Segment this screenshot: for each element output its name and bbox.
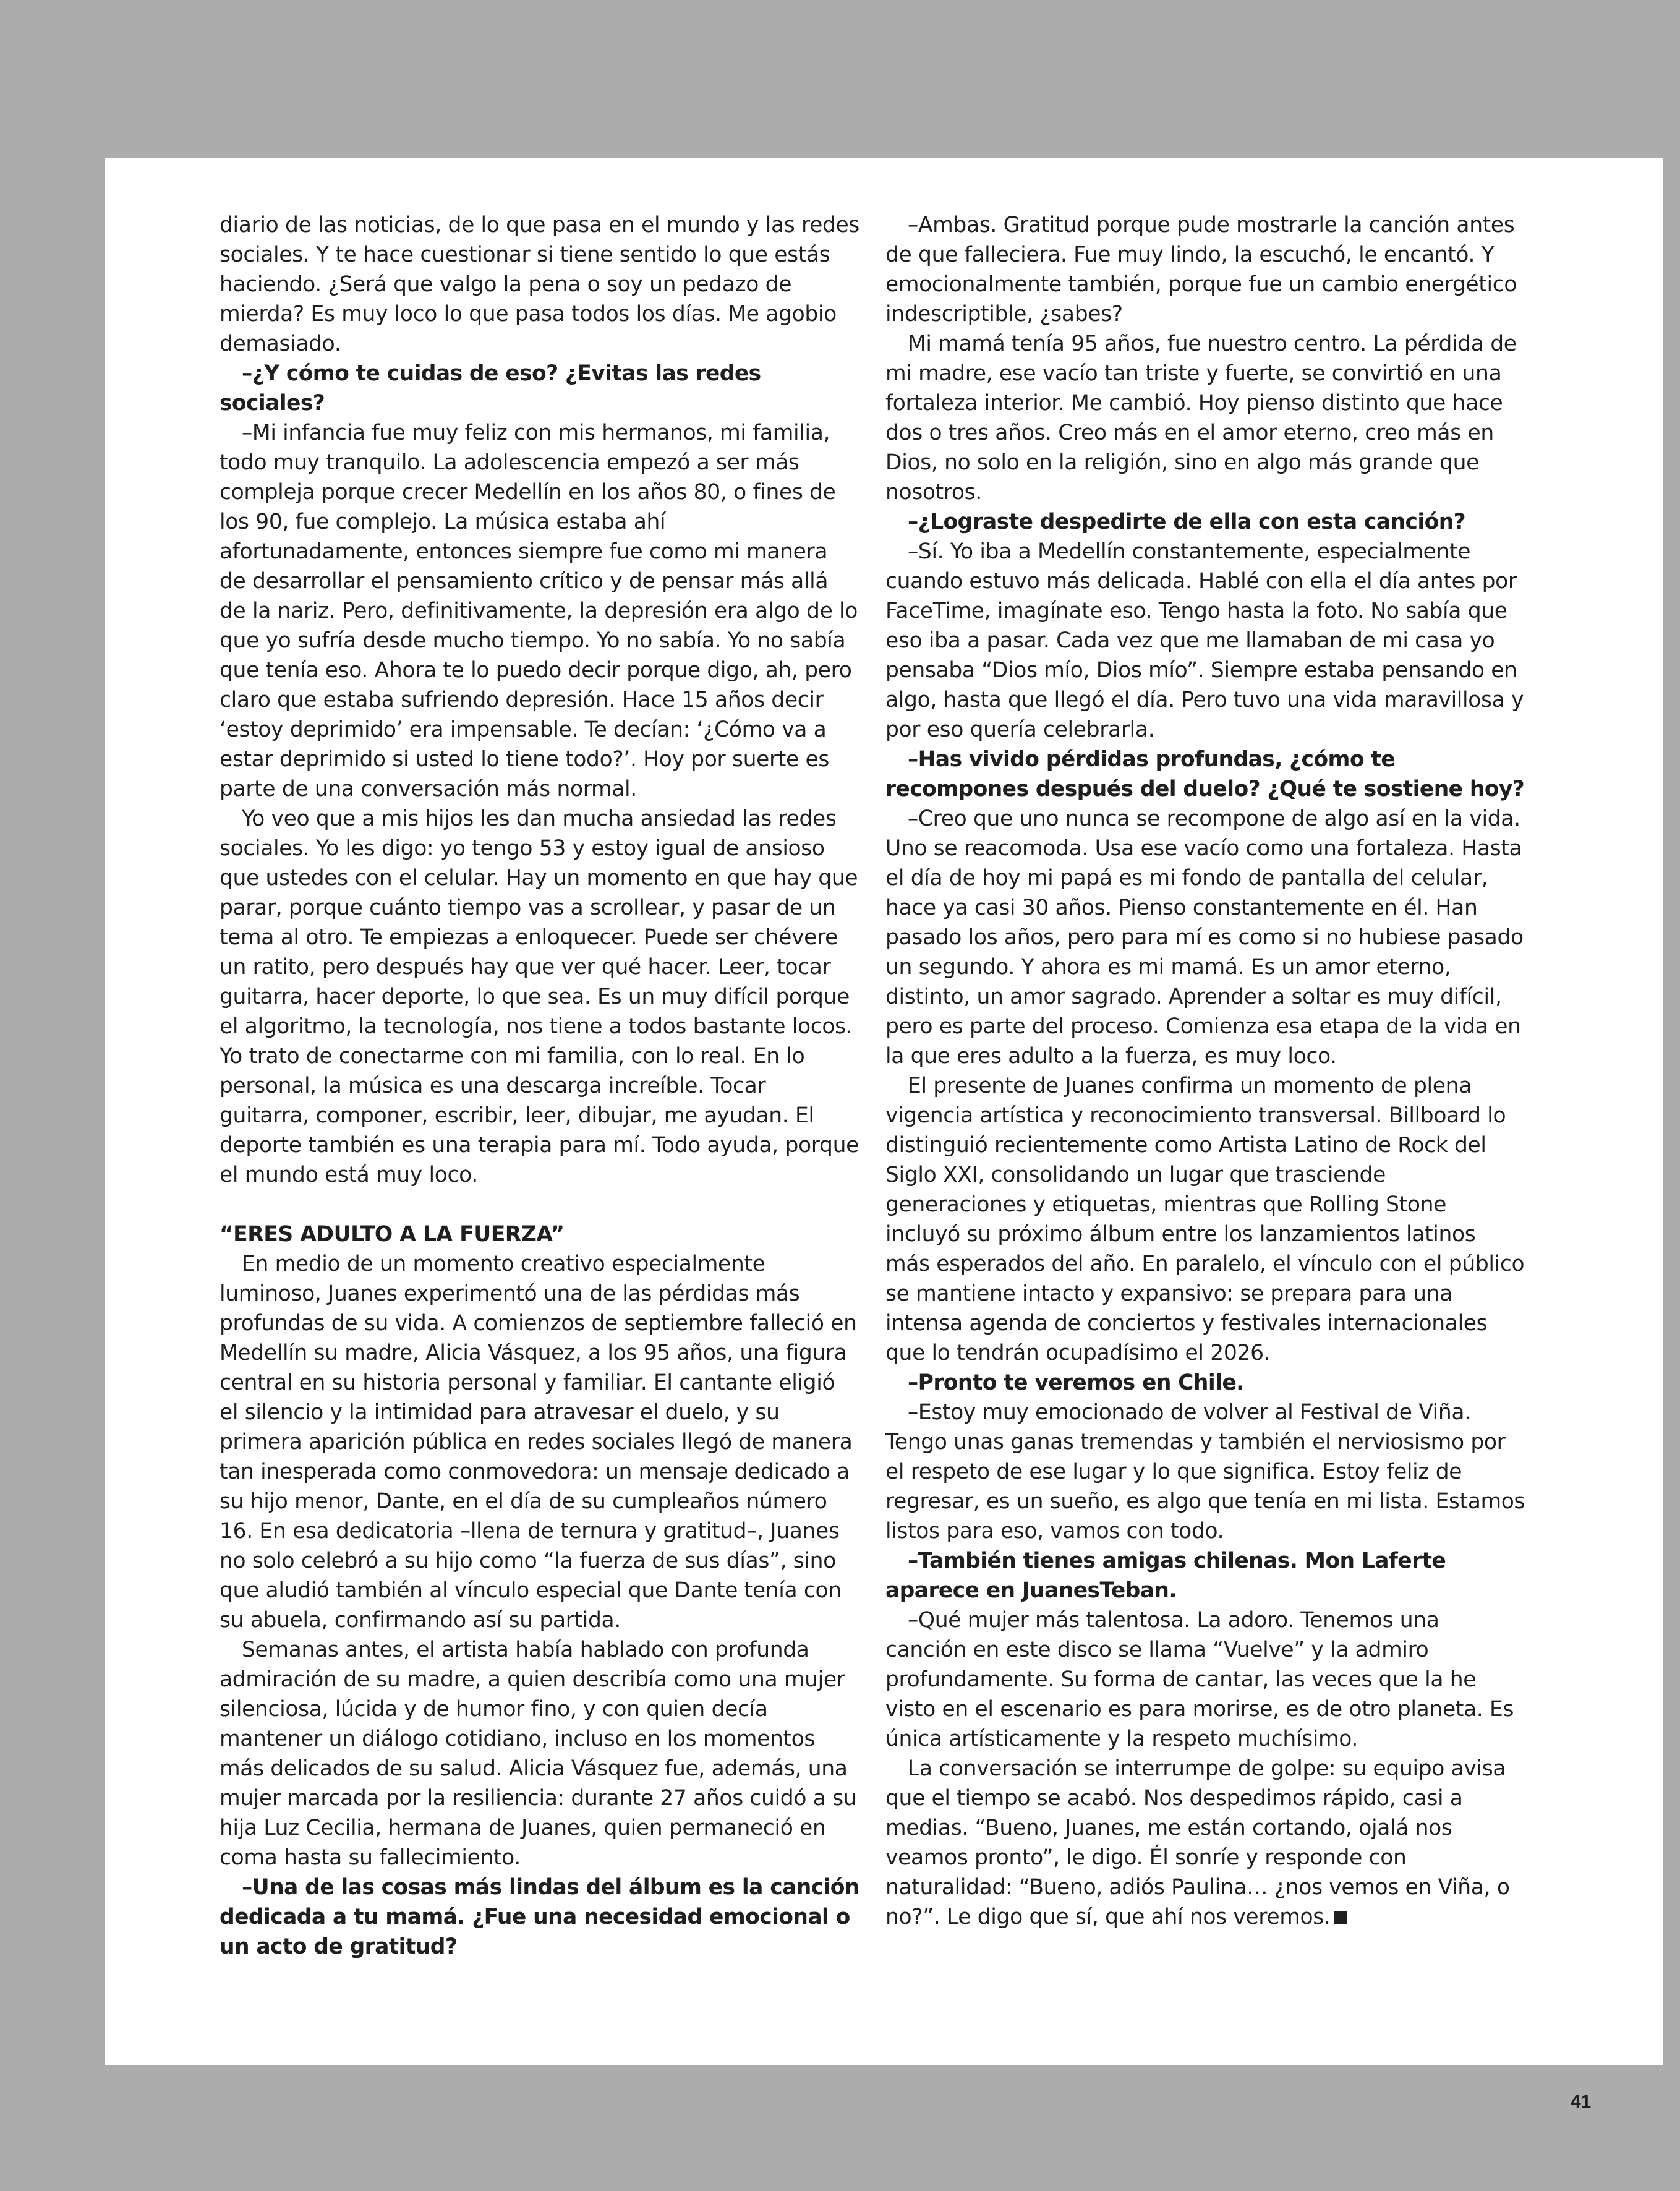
magazine-page: [105, 158, 1663, 2065]
left-column: [220, 210, 859, 1962]
end-square-icon: [1334, 1911, 1347, 1924]
paragraph: Yo veo que a mis hijos les dan mucha ansiedad las redes sociales. Yo les digo: yo tengo 53 y estoy igual de ansioso que ustedes con el celular. Hay un momento en que hay que parar, porque cuánto tiempo vas a scrollear, y pasar de un tema al otro. Te empiezas a enloquecer. Puede ser chévere un ratito, pero después hay que ver qué hacer. Leer, tocar guitarra, hacer deporte, lo que sea. Es un muy difícil porque el algoritmo, la tecnología, nos tiene a todos bastante locos. Yo trato de conectarme con mi familia, con lo real. En lo personal, la música es una descarga increíble. Tocar guitarra, componer, escribir, leer, dibujar, me ayudan. El deporte también es una terapia para mí. Todo ayuda, porque el mundo está muy loco.: [220, 806, 859, 1187]
closing-paragraph: [885, 1754, 1525, 1932]
interview-question: –Pronto te veremos en Chile.: [908, 1370, 1244, 1395]
closing-text: La conversación se interrumpe de golpe: su equipo avisa que el tiempo se acabó. Nos despedimos rápido, casi a medias. “Bueno, Juanes, me están cortando, ojalá nos veamos pronto”, le digo. Él sonríe y responde con naturalidad: “Bueno, adiós Paulina… ¿nos vemos en Viña, o no?”. Le digo que sí, que ahí nos veremos.: [885, 1756, 1510, 1929]
paragraph: En medio de un momento creativo especialmente luminoso, Juanes experimentó una de las pérdidas más profundas de su vida. A comienzos de septiembre falleció en Medellín su madre, Alicia Vásquez, a los 95 años, una figura central en su historia personal y familiar. El cantante eligió el silencio y la intimidad para atravesar el duelo, y su primera aparición pública en redes sociales llegó de manera tan inesperada como conmovedora: un mensaje dedicado a su hijo menor, Dante, en el día de su cumpleaños número 16. En esa dedicatoria –llena de ternura y gratitud–, Juanes no solo celebró a su hijo como “la fuerza de sus días”, sino que aludió también al vínculo especial que Dante tenía con su abuela, confirmando así su partida.: [220, 1252, 857, 1633]
page-number: 41: [1571, 2091, 1592, 2112]
paragraph: Mi mamá tenía 95 años, fue nuestro centro. La pérdida de mi madre, ese vacío tan triste y fuerte, se convirtió en una fortaleza interior. Me cambió. Hoy pienso distinto que hace dos o tres años. Creo más en el amor eterno, creo más en Dios, no solo en la religión, sino en algo más grande que nosotros.: [885, 331, 1517, 505]
interview-question: –¿Lograste despedirte de ella con esta canción?: [908, 510, 1466, 534]
paragraph: –Mi infancia fue muy feliz con mis hermanos, mi familia, todo muy tranquilo. La adolescencia empezó a ser más compleja porque crecer Medellín en los años 80, o fines de los 90, fue complejo. La música estaba ahí afortunadamente, entonces siempre fue como mi manera de desarrollar el pensamiento crítico y de pensar más allá de la nariz. Pero, definitivamente, la depresión era algo de lo que yo sufría desde mucho tiempo. Yo no sabía. Yo no sabía que tenía eso. Ahora te lo puedo decir porque digo, ah, pero claro que estaba sufriendo depresión. Hace 15 años decir ‘estoy deprimido’ era impensable. Te decían: ‘¿Cómo va a estar deprimido si usted lo tiene todo?’. Hoy por suerte es parte de una conversación más normal.: [220, 421, 858, 801]
paragraph: Semanas antes, el artista había hablado con profunda admiración de su madre, a quien describía como una mujer silenciosa, lúcida y de humor fino, y con quien decía mantener un diálogo cotidiano, incluso en los momentos más delicados de su salud. Alicia Vásquez fue, además, una mujer marcada por la resiliencia: durante 27 años cuidó a su hija Luz Cecilia, hermana de Juanes, quien permaneció en coma hasta su fallecimiento.: [220, 1638, 857, 1870]
interview-question: –Has vivido pérdidas profundas, ¿cómo te recompones después del duelo? ¿Qué te sostiene hoy?: [885, 747, 1525, 801]
paragraph: –Creo que uno nunca se recompone de algo así en la vida. Uno se reacomoda. Usa ese vacío como una fortaleza. Hasta el día de hoy mi papá es mi fondo de pantalla del celular, hace ya casi 30 años. Pienso constantemente en él. Han pasado los años, pero para mí es como si no hubiese pasado un segundo. Y ahora es mi mamá. Es un amor eterno, distinto, un amor sagrado. Aprender a soltar es muy difícil, pero es parte del proceso. Comienza esa etapa de la vida en la que eres adulto a la fuerza, es muy loco.: [885, 806, 1524, 1069]
section-heading: “ERES ADULTO A LA FUERZA”: [220, 1222, 565, 1247]
interview-question: –¿Y cómo te cuidas de eso? ¿Evitas las redes sociales?: [220, 361, 761, 416]
paragraph: El presente de Juanes confirma un momento de plena vigencia artística y reconocimiento transversal. Billboard lo distinguió recientemente como Artista Latino de Rock del Siglo XXI, consolidando un lugar que trasciende generaciones y etiquetas, mientras que Rolling Stone incluyó su próximo álbum entre los lanzamientos latinos más esperados del año. En paralelo, el vínculo con el público se mantiene intacto y expansivo: se prepara para una intensa agenda de conciertos y festivales internacionales que lo tendrán ocupadísimo el 2026.: [885, 1074, 1525, 1365]
interview-question: –También tienes amigas chilenas. Mon Laferte aparece en JuanesTeban.: [885, 1548, 1446, 1603]
paragraph: –Ambas. Gratitud porque pude mostrarle la canción antes de que falleciera. Fue muy lindo, la escuchó, le encantó. Y emocionalmente también, porque fue un cambio energético indescriptible, ¿sabes?: [885, 213, 1517, 327]
paragraph: –Sí. Yo iba a Medellín constantemente, especialmente cuando estuvo más delicada. Hablé con ella el día antes por FaceTime, imagínate eso. Tengo hasta la foto. No sabía que eso iba a pasar. Cada vez que me llamaban de mi casa yo pensaba “Dios mío, Dios mío”. Siempre estaba pensando en algo, hasta que llegó el día. Pero tuvo una vida maravillosa y por eso quería celebrarla.: [885, 539, 1524, 742]
paragraph: diario de las noticias, de lo que pasa en el mundo y las redes sociales. Y te hace cuestionar si tiene sentido lo que estás haciendo. ¿Será que valgo la pena o soy un pedazo de mierda? Es muy loco lo que pasa todos los días. Me agobio demasiado.: [220, 213, 859, 356]
paragraph: –Estoy muy emocionado de volver al Festival de Viña. Tengo unas ganas tremendas y también el nerviosismo por el respeto de ese lugar y lo que significa. Estoy feliz de regresar, es un sueño, es algo que tenía en mi lista. Estamos listos para eso, vamos con todo.: [885, 1400, 1525, 1544]
interview-question: –Una de las cosas más lindas del álbum es la canción dedicada a tu mamá. ¿Fue una necesidad emocional o un acto de gratitud?: [220, 1875, 859, 1959]
right-column: [885, 210, 1525, 1932]
paragraph: –Qué mujer más talentosa. La adoro. Tenemos una canción en este disco se llama “Vuelve” y la admiro profundamente. Su forma de cantar, las veces que la he visto en el escenario es para morirse, es de otro planeta. Es única artísticamente y la respeto muchísimo.: [885, 1608, 1514, 1751]
